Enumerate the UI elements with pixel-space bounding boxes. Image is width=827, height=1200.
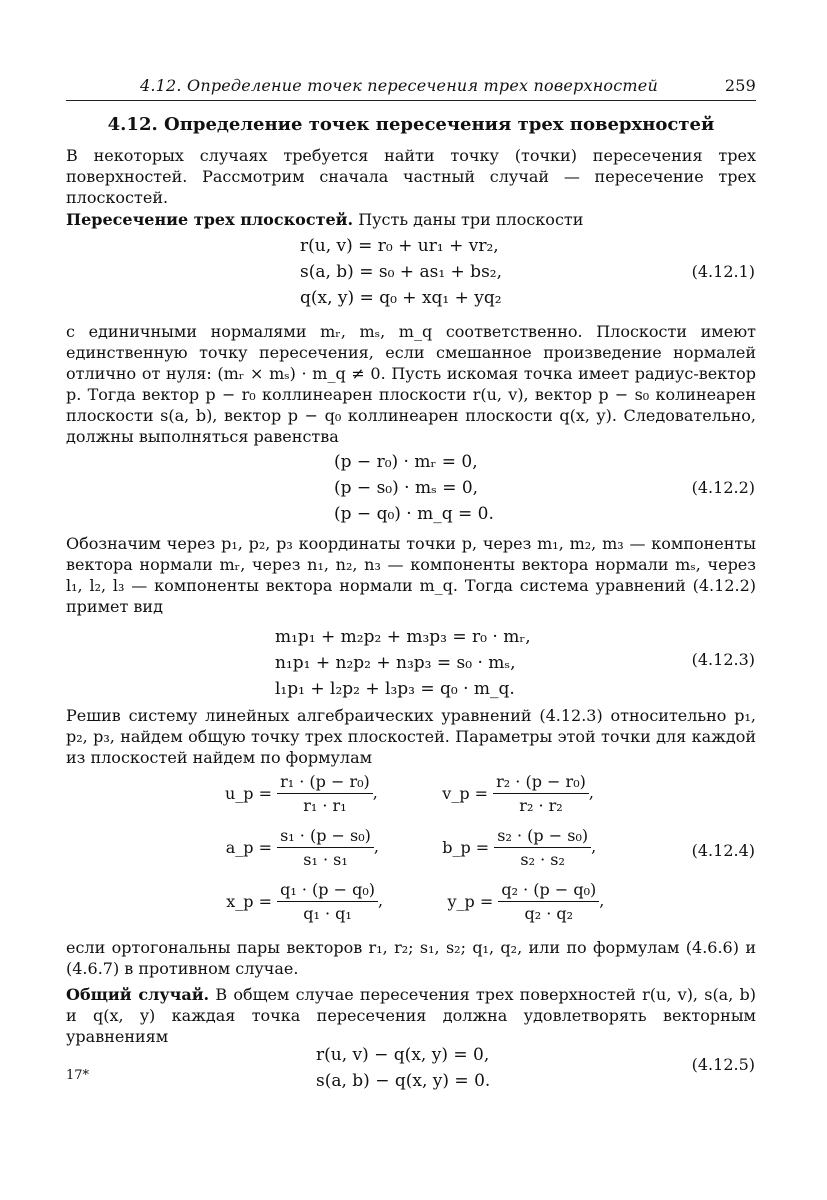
fraction-row bbox=[212, 826, 596, 869]
header-rule bbox=[66, 100, 756, 101]
fraction-punct: , bbox=[588, 783, 594, 802]
fraction-numerator: q₂ · (p − q₀) bbox=[498, 880, 599, 902]
fraction-punct: , bbox=[372, 783, 378, 802]
fraction-denominator: r₁ · r₁ bbox=[303, 796, 347, 815]
fraction-numerator: r₁ · (p − r₀) bbox=[277, 772, 373, 794]
fraction-denominator: q₂ · q₂ bbox=[524, 904, 574, 923]
fraction-punct: , bbox=[377, 891, 384, 910]
page-number: 259 bbox=[724, 76, 756, 95]
fraction-denominator: r₂ · r₂ bbox=[519, 796, 563, 815]
equation-number: (4.12.3) bbox=[691, 650, 755, 669]
general-text: В общем случае пересечения трех поверхностей r(u, v), s(a, b) и q(x, y) каждая точка пересечения должна удовлетворять векторным уравнениям bbox=[66, 985, 757, 1046]
equation-line: s(a, b) − q(x, y) = 0. bbox=[316, 1071, 491, 1091]
intro-paragraph: В некоторых случаях требуется найти точку (точки) пересечения трех поверхностей. Рассмотрим сначала частный случай — пересечение трех плоскостей. bbox=[66, 146, 756, 207]
equation-line: n₁p₁ + n₂p₂ + n₃p₃ = s₀ · mₛ, bbox=[275, 653, 516, 673]
fraction-lhs: a_p = bbox=[225, 838, 272, 857]
fraction bbox=[493, 772, 589, 815]
fraction-lhs: b_p = bbox=[442, 838, 490, 857]
components-paragraph: Обозначим через p₁, p₂, p₃ координаты точки p, через m₁, m₂, m₃ — компоненты вектора нормали mᵣ, через n₁, n₂, n₃ — компоненты вектора нормали mₛ, через l₁, l₂, l₃ — компоненты вектора нормали m_q. Тогда система уравнений (4.12.2) примет вид bbox=[66, 534, 756, 616]
normals-paragraph: с единичными нормалями mᵣ, mₛ, m_q соответственно. Плоскости имеют единственную точку пересечения, если смешанное произведение нормалей отлично от нуля: (mᵣ × mₛ) · m_q ≠ 0. Пусть искомая точка имеет радиус-вектор p. Тогда вектор p − r₀ коллинеарен плоскости r(u, v), вектор p − s₀ колинеарен плоскости s(a, b), вектор p − q₀ коллинеарен плоскости q(x, y). Следовательно, должны выполняться равенства bbox=[66, 322, 756, 446]
planes-lead: Пусть даны три плоскости bbox=[358, 210, 584, 229]
fraction-punct: , bbox=[373, 837, 379, 856]
planes-paragraph bbox=[66, 209, 756, 230]
solution-paragraph: Решив систему линейных алгебраических уравнений (4.12.3) относительно p₁, p₂, p₃, найдем общую точку трех плоскостей. Параметры этой точки для каждой из плоскостей найдем по формулам bbox=[66, 706, 756, 767]
equation-line: r(u, v) = r₀ + ur₁ + vr₂, bbox=[300, 236, 499, 256]
equation-number: (4.12.5) bbox=[691, 1055, 755, 1074]
signature-mark: 17* bbox=[66, 1068, 90, 1083]
fraction bbox=[494, 826, 591, 869]
fraction-row bbox=[212, 880, 604, 923]
fraction-denominator: s₁ · s₁ bbox=[303, 850, 348, 869]
equation-line: (p − r₀) · mᵣ = 0, bbox=[334, 452, 478, 472]
fraction-numerator: s₂ · (p − s₀) bbox=[494, 826, 591, 848]
fraction-numerator: r₂ · (p − r₀) bbox=[493, 772, 589, 794]
equation-number: (4.12.2) bbox=[691, 478, 755, 497]
fraction-lhs: y_p = bbox=[447, 892, 494, 911]
equation-4-12-3 bbox=[275, 624, 531, 702]
equation-number: (4.12.4) bbox=[691, 841, 755, 860]
running-head bbox=[140, 76, 756, 95]
equation-4-12-1 bbox=[300, 233, 502, 311]
fraction-denominator: q₁ · q₁ bbox=[303, 904, 352, 923]
fraction bbox=[277, 826, 374, 869]
fraction-punct: , bbox=[599, 891, 605, 910]
section-title: 4.12. Определение точек пересечения трех поверхностей bbox=[107, 114, 715, 135]
equation-4-12-2 bbox=[334, 449, 494, 527]
equation-line: q(x, y) = q₀ + xq₁ + yq₂ bbox=[300, 288, 502, 308]
fraction bbox=[277, 772, 373, 815]
fraction-lhs: u_p = bbox=[224, 784, 272, 803]
equation-number: (4.12.1) bbox=[691, 262, 755, 281]
equation-line: r(u, v) − q(x, y) = 0, bbox=[316, 1045, 490, 1065]
fraction-punct: , bbox=[591, 837, 597, 856]
planes-heading: Пересечение трех плоскостей. bbox=[66, 210, 354, 229]
equation-line: l₁p₁ + l₂p₂ + l₃p₃ = q₀ · m_q. bbox=[275, 679, 515, 699]
equation-line: s(a, b) = s₀ + as₁ + bs₂, bbox=[300, 262, 503, 282]
fraction-denominator: s₂ · s₂ bbox=[520, 850, 565, 869]
general-heading: Общий случай. bbox=[66, 985, 210, 1004]
fraction-lhs: x_p = bbox=[226, 892, 272, 911]
fraction-numerator: s₁ · (p − s₀) bbox=[277, 826, 374, 848]
fraction-row bbox=[212, 772, 594, 815]
fraction-lhs: v_p = bbox=[442, 784, 489, 803]
equation-line: (p − s₀) · mₛ = 0, bbox=[334, 478, 479, 498]
fraction-numerator: q₁ · (p − q₀) bbox=[277, 880, 378, 902]
equation-line: m₁p₁ + m₂p₂ + m₃p₃ = r₀ · mᵣ, bbox=[275, 627, 531, 647]
fraction bbox=[277, 880, 378, 923]
orthogonal-paragraph: если ортогональны пары векторов r₁, r₂; s₁, s₂; q₁, q₂, или по формулам (4.6.6) и (4.6.7) в противном случае. bbox=[66, 938, 756, 978]
general-case-paragraph bbox=[66, 984, 756, 1047]
equation-4-12-5 bbox=[316, 1042, 490, 1094]
running-title: 4.12. Определение точек пересечения трех поверхностей bbox=[140, 76, 658, 95]
equation-line: (p − q₀) · m_q = 0. bbox=[334, 504, 494, 524]
fraction bbox=[498, 880, 599, 923]
